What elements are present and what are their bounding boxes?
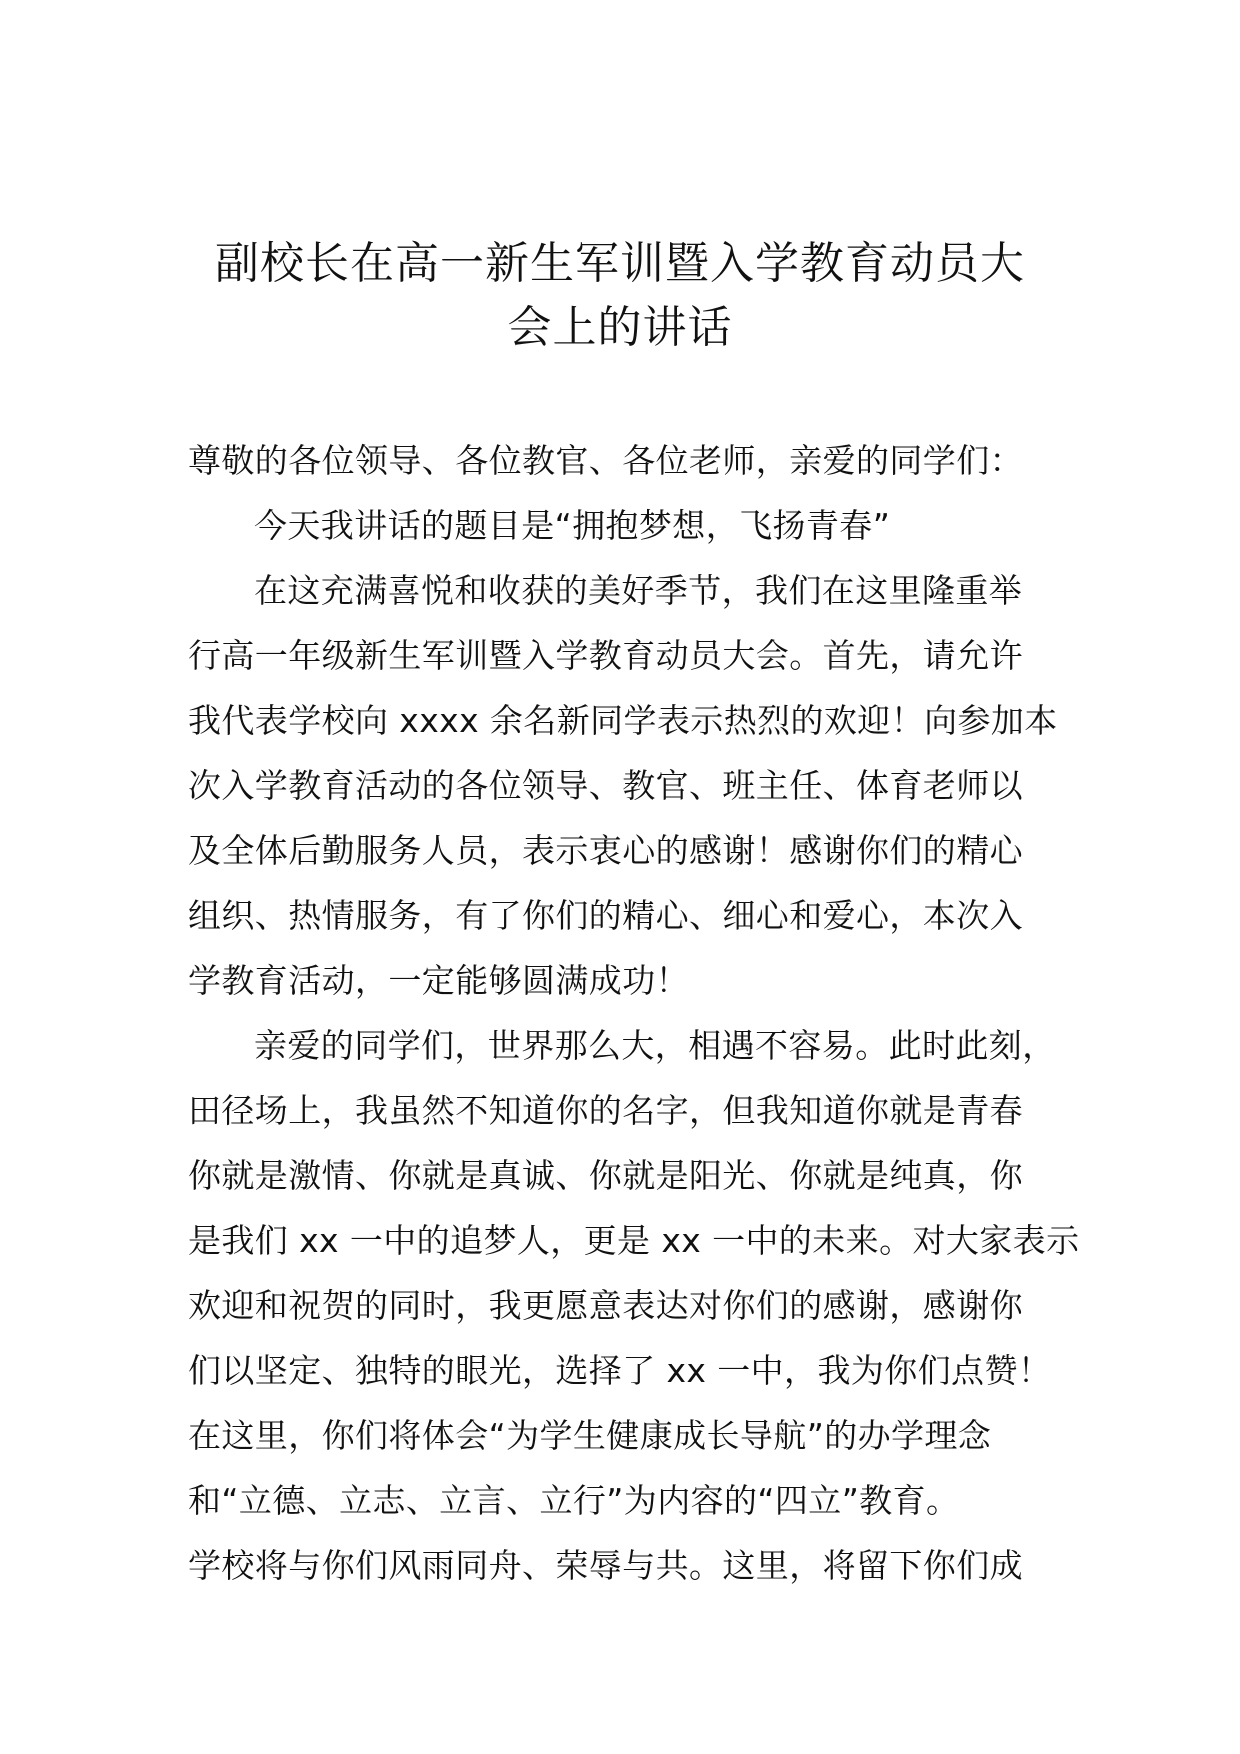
body-text-line: 今天我讲话的题目是“拥抱梦想，飞扬青春” — [254, 506, 891, 545]
body-text-line: 欢迎和祝贺的同时，我更愿意表达对你们的感谢，感谢你 — [188, 1286, 1023, 1325]
body-text-line: 行高一年级新生军训暨入学教育动员大会。首先，请允许 — [188, 636, 1023, 675]
body-text-line: 是我们 xx 一中的追梦人，更是 xx 一中的未来。对大家表示 — [188, 1221, 1080, 1260]
body-text-line: 在这里，你们将体会“为学生健康成长导航”的办学理念 — [188, 1416, 992, 1455]
body-text-line: 组织、热情服务，有了你们的精心、细心和爱心，本次入 — [188, 896, 1023, 935]
body-text-line: 你就是激情、你就是真诚、你就是阳光、你就是纯真，你 — [188, 1156, 1023, 1195]
body-text-line: 学校将与你们风雨同舟、荣辱与共。这里，将留下你们成 — [188, 1546, 1023, 1585]
document-title — [150, 232, 1090, 360]
body-text-line: 们以坚定、独特的眼光，选择了 xx 一中，我为你们点赞！ — [188, 1351, 1052, 1390]
title-line-2: 会上的讲话 — [507, 302, 733, 353]
body-text-line: 次入学教育活动的各位领导、教官、班主任、体育老师以 — [188, 766, 1023, 805]
body-text-line: 学教育活动，一定能够圆满成功！ — [188, 961, 689, 1000]
body-text-line: 我代表学校向 xxxx 余名新同学表示热烈的欢迎！向参加本 — [188, 701, 1058, 740]
body-text-line: 田径场上，我虽然不知道你的名字，但我知道你就是青春 — [188, 1091, 1023, 1130]
body-text-line: 及全体后勤服务人员，表示衷心的感谢！感谢你们的精心 — [188, 831, 1023, 870]
body-text-line: 和“立德、立志、立言、立行”为内容的“四立”教育。 — [188, 1481, 960, 1520]
document-body — [188, 428, 1088, 1598]
body-text-line: 尊敬的各位领导、各位教官、各位老师，亲爱的同学们： — [188, 441, 1023, 480]
title-line-1: 副校长在高一新生军训暨入学教育动员大 — [215, 238, 1025, 289]
body-text-line: 在这充满喜悦和收获的美好季节，我们在这里隆重举 — [254, 571, 1023, 610]
body-text-line: 亲爱的同学们，世界那么大，相遇不容易。此时此刻， — [254, 1026, 1056, 1065]
